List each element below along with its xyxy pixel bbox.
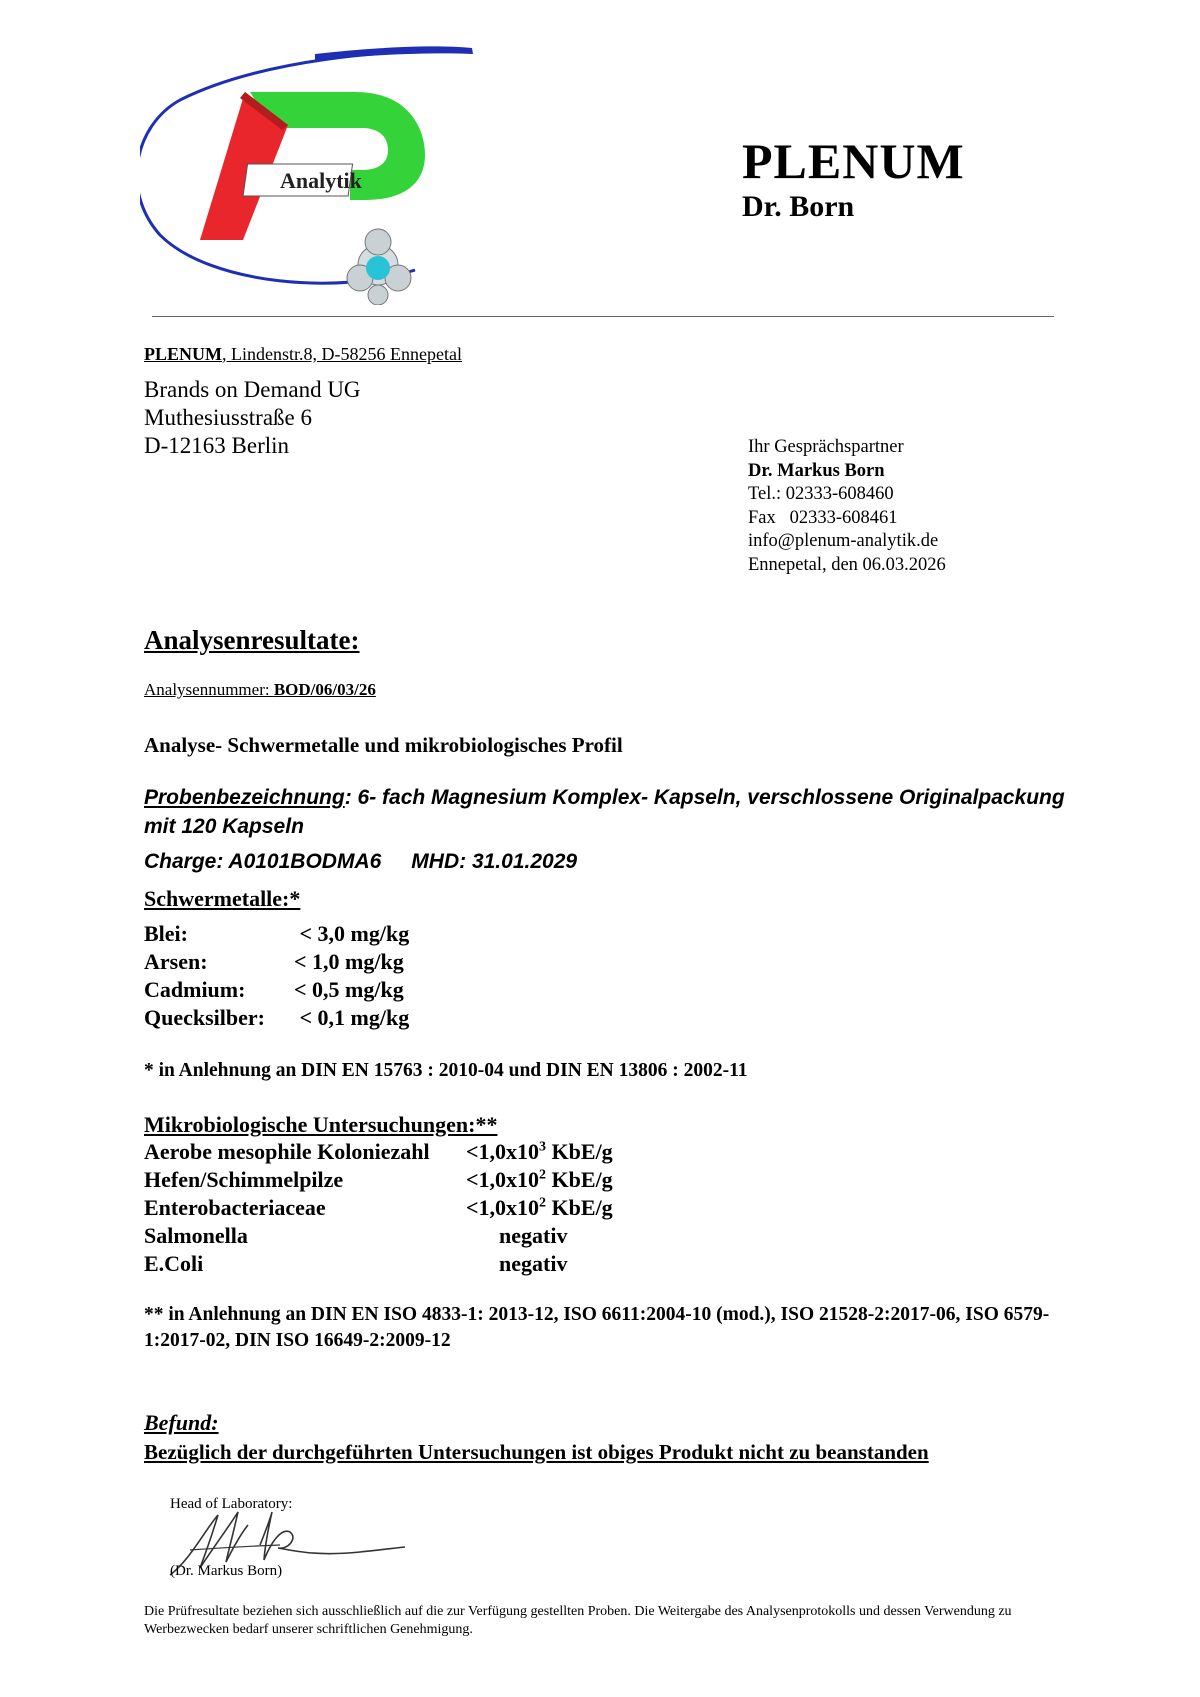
analysis-type: Analyse- Schwermetalle und mikrobiologisches Profil	[144, 733, 623, 757]
table-row	[144, 1004, 409, 1032]
heavy-metals-table	[144, 920, 409, 1032]
table-row	[144, 920, 409, 948]
analysis-number-value: BOD/06/03/26	[273, 680, 376, 699]
analysis-number	[144, 680, 376, 700]
brand-name: PLENUM	[742, 133, 965, 189]
finding-text: Bezüglich der durchgeführten Untersuchungen ist obiges Produkt nicht zu beanstanden	[144, 1440, 929, 1464]
table-row	[144, 1194, 613, 1222]
sender-address-line	[144, 344, 462, 365]
test-label: Salmonella	[144, 1223, 248, 1248]
test-label: Aerobe mesophile Koloniezahl	[144, 1139, 430, 1164]
document-date: Ennepetal, den 06.03.2026	[748, 554, 946, 575]
recipient-city: D-12163 Berlin	[144, 433, 290, 458]
metal-label: Arsen:	[144, 949, 208, 974]
metal-value: < 3,0 mg/kg	[294, 921, 410, 946]
batch-info	[144, 850, 577, 874]
logo-text: Analytik	[280, 168, 362, 193]
contact-label: Ihr Gesprächspartner	[748, 437, 904, 457]
sender-address: , Lindenstr.8, D-58256 Ennepetal	[222, 344, 462, 364]
metal-value: < 1,0 mg/kg	[294, 949, 404, 974]
heavy-metals-footnote: * in Anlehnung an DIN EN 15763 : 2010-04 und DIN EN 13806 : 2002-11	[144, 1060, 748, 1081]
metal-label: Quecksilber:	[144, 1005, 265, 1030]
sample-description	[144, 783, 1084, 841]
table-row	[144, 1222, 613, 1250]
test-value: $<1,0x10^2$ KbE/g	[466, 1167, 613, 1192]
table-row	[144, 1138, 613, 1166]
plenum-analytik-logo	[140, 40, 480, 305]
test-value: $<1,0x10^3$ KbE/g	[466, 1139, 613, 1164]
best-before-date: MHD: 31.01.2029	[411, 850, 578, 873]
contact-phone: Tel.: 02333-608460	[748, 484, 894, 504]
test-value: negativ	[499, 1251, 568, 1276]
metal-value: < 0,1 mg/kg	[294, 1005, 410, 1030]
header-divider	[152, 316, 1054, 317]
disclaimer: Die Prüfresultate beziehen sich ausschließlich auf die zur Verfügung gestellten Proben. Die Weitergabe des Analysenprotokolls und dessen Verwendung zu Werbezwecken bedarf unserer schriftlichen Genehmigung.	[144, 1604, 1012, 1637]
results-title: Analysenresultate:	[144, 625, 360, 655]
table-row	[144, 1166, 613, 1194]
contact-block	[748, 436, 946, 577]
metal-value: < 0,5 mg/kg	[294, 977, 404, 1002]
batch-number: Charge: A0101BODMA6	[144, 850, 382, 873]
microbiology-title: Mikrobiologische Untersuchungen:**	[144, 1112, 498, 1137]
test-value: $<1,0x10^2$ KbE/g	[466, 1195, 613, 1220]
table-row	[144, 948, 409, 976]
recipient-street: Muthesiusstraße 6	[144, 405, 313, 430]
brand-subtitle: Dr. Born	[742, 190, 855, 223]
test-value: negativ	[499, 1223, 568, 1248]
metal-label: Blei:	[144, 921, 188, 946]
sample-label: Probenbezeichnung	[144, 786, 345, 809]
heavy-metals-title: Schwermetalle:*	[144, 886, 301, 911]
contact-name: Dr. Markus Born	[748, 460, 885, 481]
recipient-address	[144, 376, 361, 460]
test-label: Hefen/Schimmelpilze	[144, 1167, 344, 1192]
finding-label: Befund:	[144, 1410, 219, 1435]
recipient-company: Brands on Demand UG	[144, 377, 361, 402]
sender-name: PLENUM	[144, 344, 222, 364]
signature-caption: Head of Laboratory:	[170, 1496, 293, 1512]
metal-label: Cadmium:	[144, 977, 246, 1002]
microbiology-table	[144, 1138, 613, 1278]
microbiology-footnote: ** in Anlehnung an DIN EN ISO 4833-1: 2013-12, ISO 6611:2004-10 (mod.), ISO 21528-2:2017-06, ISO 6579-1:2017-02, DIN ISO 16649-2:2009-12	[144, 1304, 1050, 1351]
contact-fax: Fax 02333-608461	[748, 507, 898, 528]
contact-email: info@plenum-analytik.de	[748, 531, 939, 551]
table-row	[144, 976, 409, 1004]
test-label: E.Coli	[144, 1251, 204, 1276]
analysis-number-label: Analysennummer:	[144, 680, 274, 699]
sample-text: : 6- fach Magnesium Komplex- Kapseln, verschlossene Originalpackung mit 120 Kapseln	[144, 786, 1065, 838]
test-label: Enterobacteriaceae	[144, 1195, 326, 1220]
table-row	[144, 1250, 613, 1278]
signatory-name: (Dr. Markus Born)	[170, 1563, 283, 1579]
